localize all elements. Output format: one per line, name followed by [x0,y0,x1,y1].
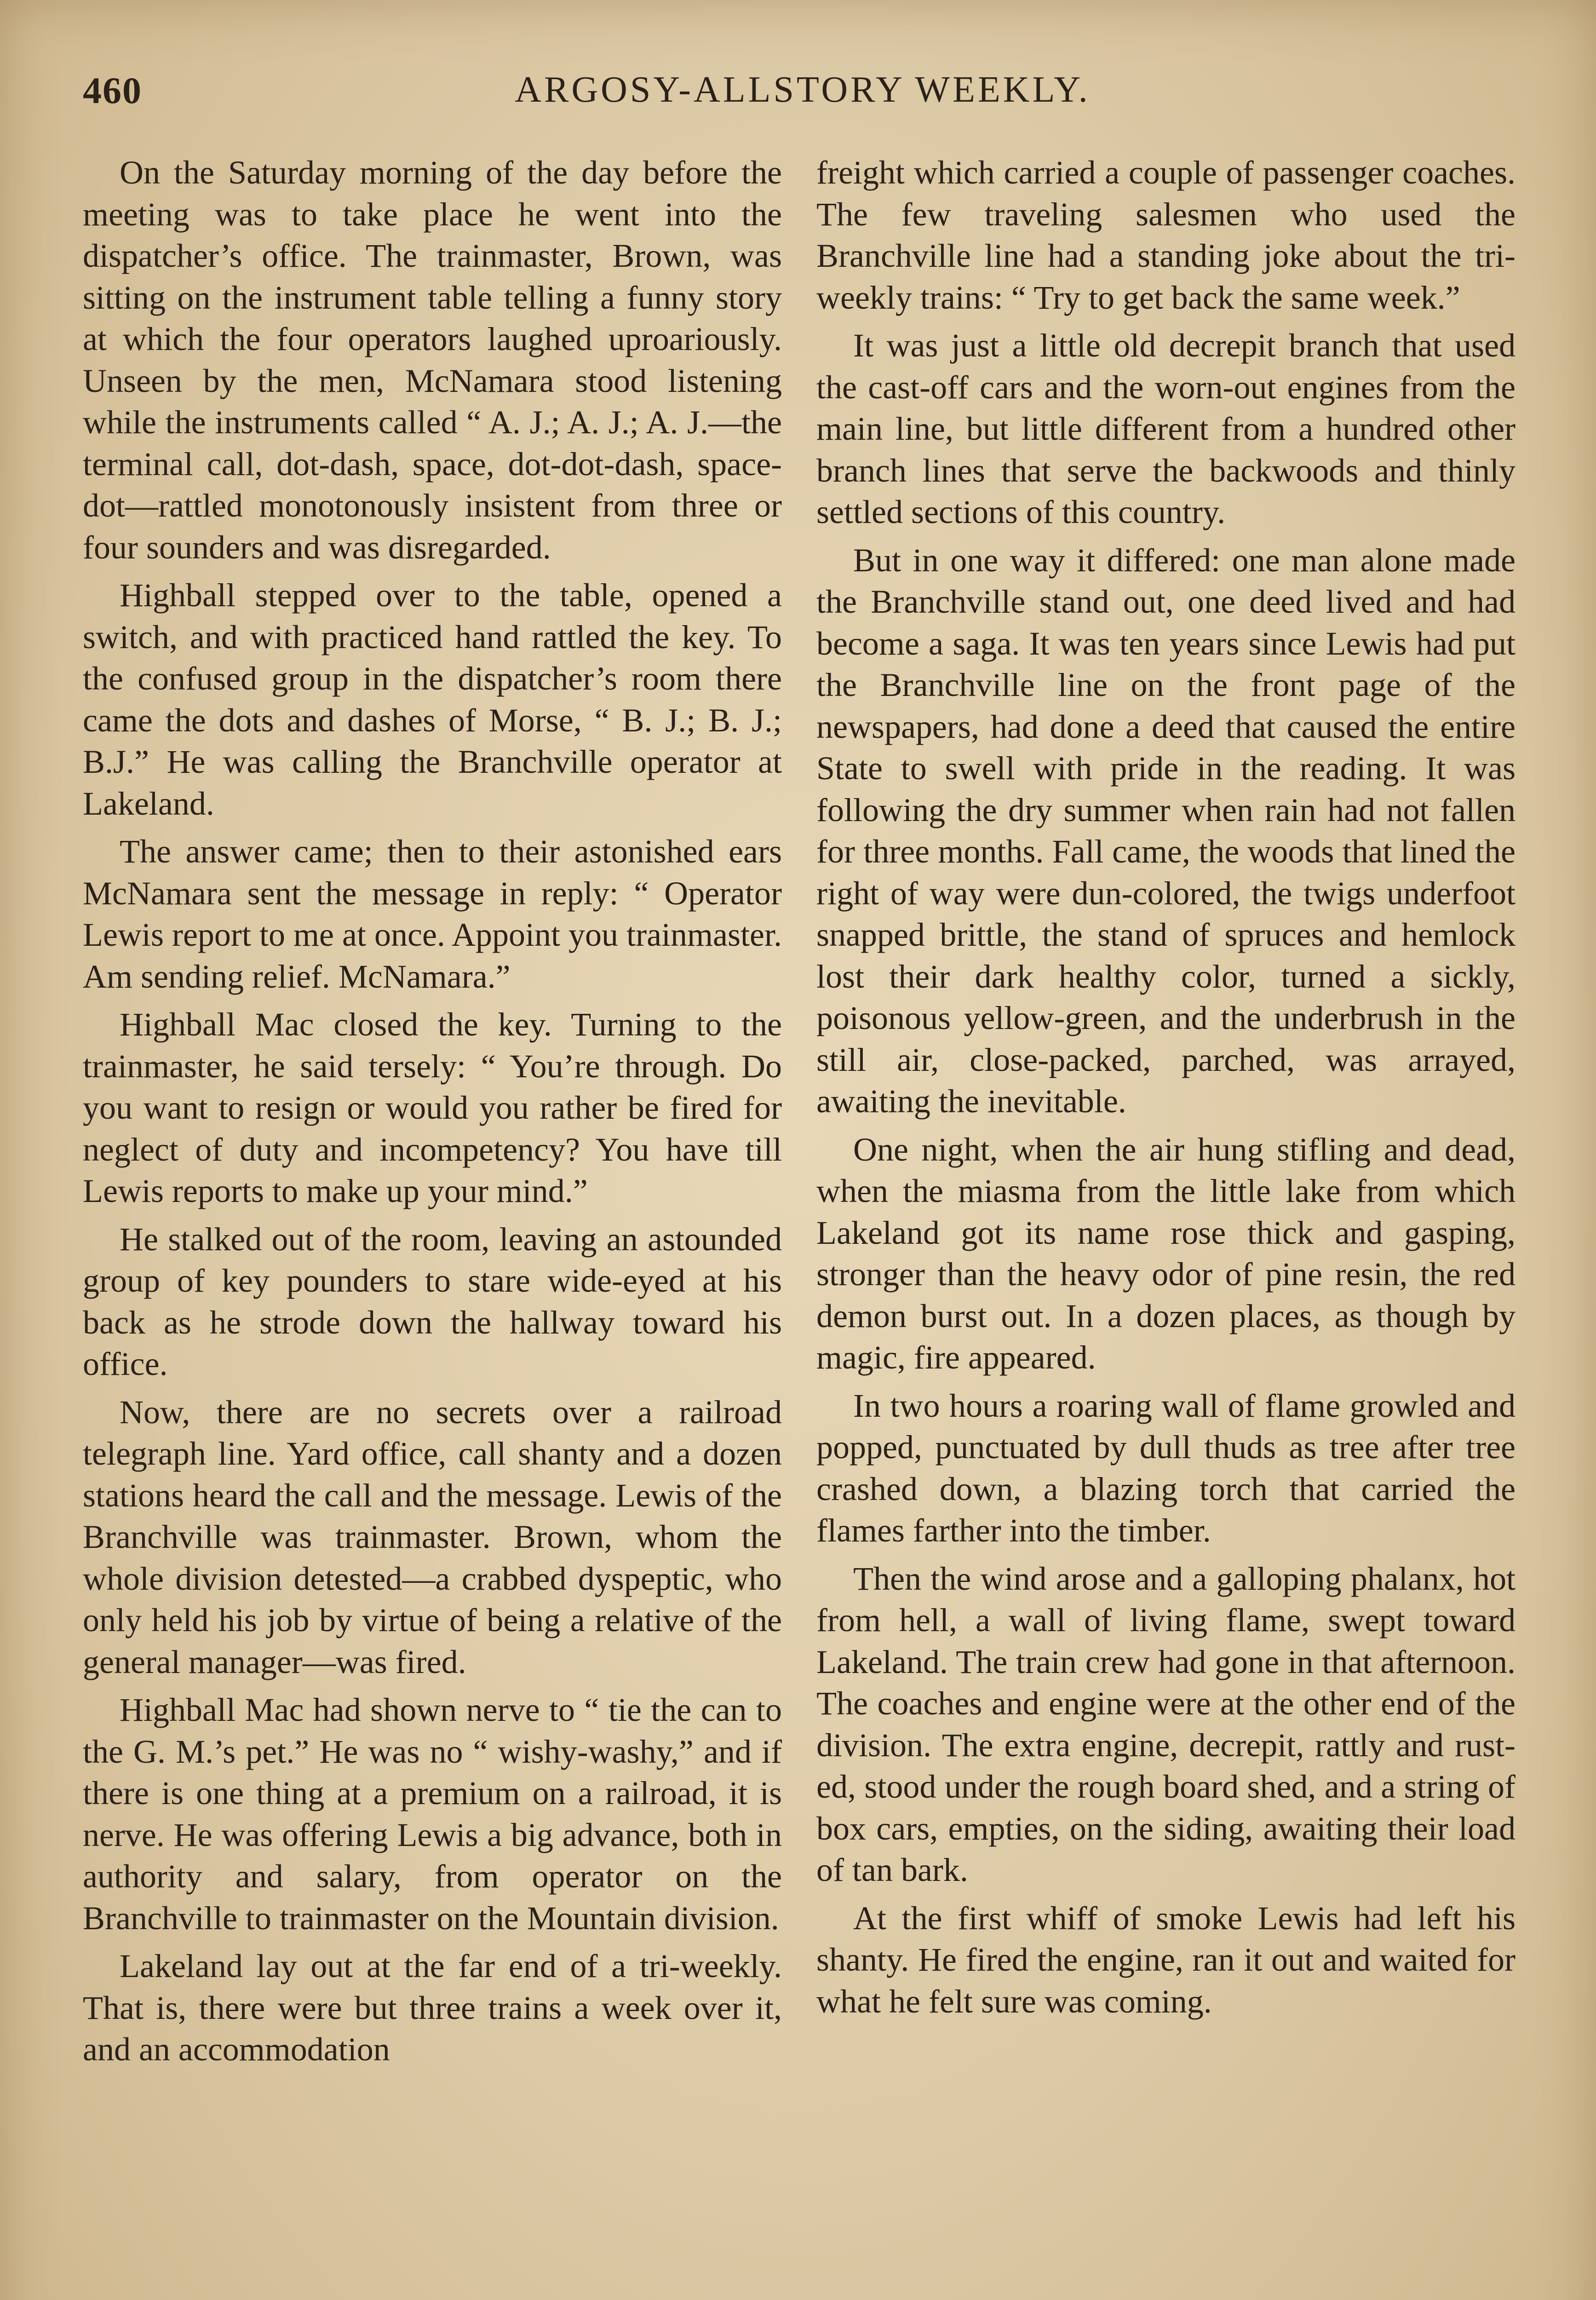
paragraph: He stalked out of the room, leaving an astounded group of key pounders to stare wide-eyed at his back as he strode down the hallway toward his office. [83,1220,782,1382]
paragraph: Lakeland lay out at the far end of a tri-weekly. That is, there were but three trains a week over it, and an accommodation [83,1948,782,2068]
running-title: ARGOSY-ALLSTORY WEEKLY. [515,69,1091,110]
paragraph: In two hours a roaring wall of flame growled and popped, punctuated by dull thuds as tree after tree crashed down, a blazing torch that carried the flames farther into the timber. [816,1387,1516,1549]
paragraph: But in one way it differed: one man alone made the Branchville stand out, one deed lived and had become a saga. It was ten years since Lewis had put the Branchville line on the front page of the newspapers, had done a deed that caused the entire State to swell with pride in the reading. It was following the dry summer when rain had not fallen for three months. Fall came, the woods that lined the right of way were dun-colored, the twigs underfoot snapped brittle, the stand of spruces and hemlock lost their dark healthy color, turned a sickly, poisonous yellow-green, and the underbrush in the still air, close-packed, parched, was arrayed, awaiting the inevitable. [816,541,1516,1120]
page-number: 460 [83,69,142,111]
paragraph: At the first whiff of smoke Lewis had left his shanty. He fired the engine, ran it out and waited for what he felt sure was coming. [816,1899,1516,2020]
paragraph: It was just a little old decrepit branch that used the cast-off cars and the worn-out engines from the main line, but little different from a hundred other branch lines that serve the backwoods and thinly settled sections of this country. [816,327,1516,530]
paragraph: Highball Mac had shown nerve to “ tie the can to the G. M.’s pet.” He was no “ wishy-washy,” and if there is one thing at a premium on a railroad, it is nerve. He was offering Lewis a big advance, both in authority and salary, from operator on the Branchville to trainmaster on the Mountain division. [83,1691,782,1937]
right-column [816,152,1516,2029]
left-column [83,152,782,2077]
paragraph: Now, there are no secrets over a railroad telegraph line. Yard office, call shanty and a dozen stations heard the call and the message. Lewis of the Branchville was trainmaster. Brown, whom the whole division detested—a crabbed dyspeptic, who only held his job by virtue of being a relative of the general manager—was fired. [83,1393,782,1680]
paragraph: Highball Mac closed the key. Turning to the trainmaster, he said tersely: “ You’re through. Do you want to resign or would you rather be fired for neglect of duty and incompetency? You have till Lewis reports to make up your mind.” [83,1006,782,1209]
paragraph: One night, when the air hung stifling and dead, when the miasma from the little lake from which Lakeland got its name rose thick and gasping, stronger than the heavy odor of pine resin, the red demon burst out. In a dozen places, as though by magic, fire appeared. [816,1131,1516,1376]
paragraph: The answer came; then to their astonished ears McNamara sent the message in reply: “ Operator Lewis report to me at once. Appoint you trainmaster. Am sending relief. McNamara.” [83,833,782,995]
paragraph-continued: freight which carried a couple of passenger coaches. The few traveling salesmen who used the Branchville line had a standing joke about the tri-weekly trains: “ Try to get back the same week.” [816,154,1516,316]
paragraph: Highball stepped over to the table, opened a switch, and with practiced hand rattled the key. To the confused group in the dispatcher’s room there came the dots and dashes of Morse, “ B. J.; B. J.; B.J.” He was calling the Branchville operator at Lakeland. [83,577,782,822]
paragraph: Then the wind arose and a galloping phalanx, hot from hell, a wall of living flame, swept toward Lakeland. The train crew had gone in that afternoon. The coaches and engine were at the other end of the division. The extra engine, decrepit, rattly and rusted, stood under the rough board shed, and a string of box cars, empties, on the siding, awaiting their load of tan bark. [816,1560,1516,1888]
paragraph: On the Saturday morning of the day before the meeting was to take place he went into the dispatcher’s office. The trainmaster, Brown, was sitting on the instrument table telling a funny story at which the four operators laughed uproariously. Unseen by the men, McNamara stood listening while the instruments called “ A. J.; A. J.; A. J.—the terminal call, dot-dash, space, dot-dot-dash, space-dot—rattled monotonously insistent from three or four sounders and was disregarded. [83,154,782,566]
page-header [83,69,1522,120]
